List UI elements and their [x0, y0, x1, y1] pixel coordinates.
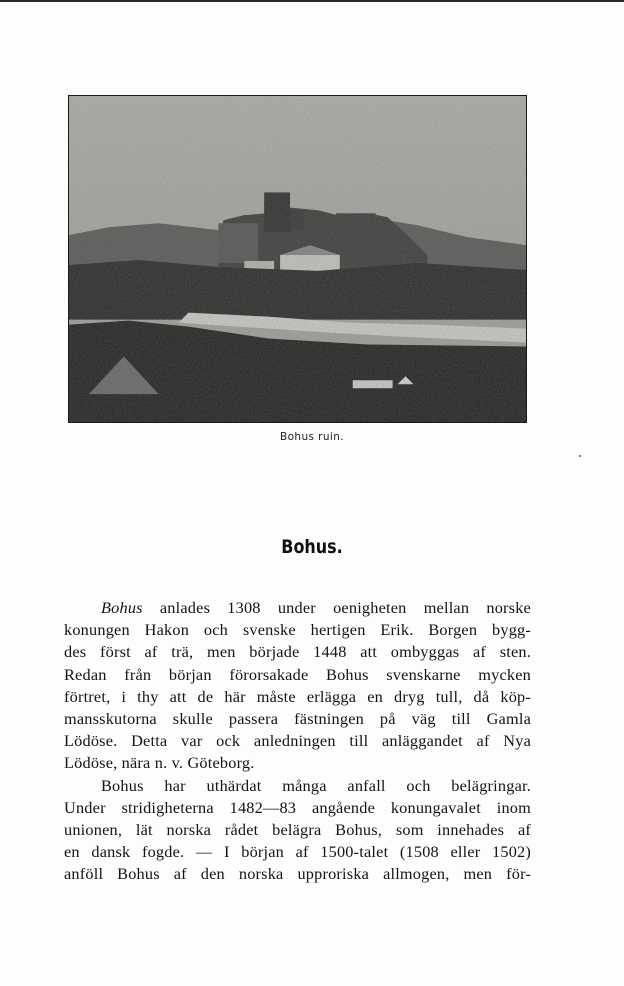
text-line: Lödöse, nära n. v. Göteborg.	[64, 753, 255, 773]
text-line: konungen Hakon och svenske hertigen Erik. Borgen bygg-	[64, 620, 531, 640]
text-line: Under stridigheterna 1482—83 angående konungavalet inom	[64, 797, 531, 817]
emphasis-word: Bohus	[101, 598, 143, 617]
text-line: anföll Bohus af den norska upproriska allmogen, men för-	[64, 864, 531, 884]
text-line: en dansk fogde. — I början af 1500-talet (1508 eller 1502)	[64, 842, 531, 862]
text-line: mansskutorna skulle passera fästningen på väg till Gamla	[64, 708, 531, 728]
bohus-ruin-photo	[68, 95, 527, 423]
text-line: Redan från början förorsakade Bohus svenskarne mycken	[64, 664, 531, 684]
text-line: Bohus anlades 1308 under oenigheten mellan norske	[101, 598, 531, 617]
article-body	[64, 597, 531, 885]
page-top-rule	[0, 0, 624, 2]
photo-grain	[69, 96, 526, 422]
text-line: Lödöse. Detta var ock anledningen till anläggandet af Nya	[64, 731, 531, 751]
text-line: förtret, i thy att de här måste erlägga en dryg tull, då köp-	[64, 686, 531, 706]
text-line: Bohus har uthärdat många anfall och belägringar.	[101, 775, 531, 795]
figure-caption: Bohus ruin.	[279, 431, 345, 443]
text-line: unionen, lät norska rådet belägra Bohus, som innehades af	[64, 819, 531, 839]
stray-ink-mark	[579, 455, 581, 457]
text-line: des först af trä, men började 1448 att ombyggas af sten.	[64, 642, 531, 662]
article-title: Bohus.	[281, 536, 343, 558]
photo-illustration	[69, 96, 526, 422]
